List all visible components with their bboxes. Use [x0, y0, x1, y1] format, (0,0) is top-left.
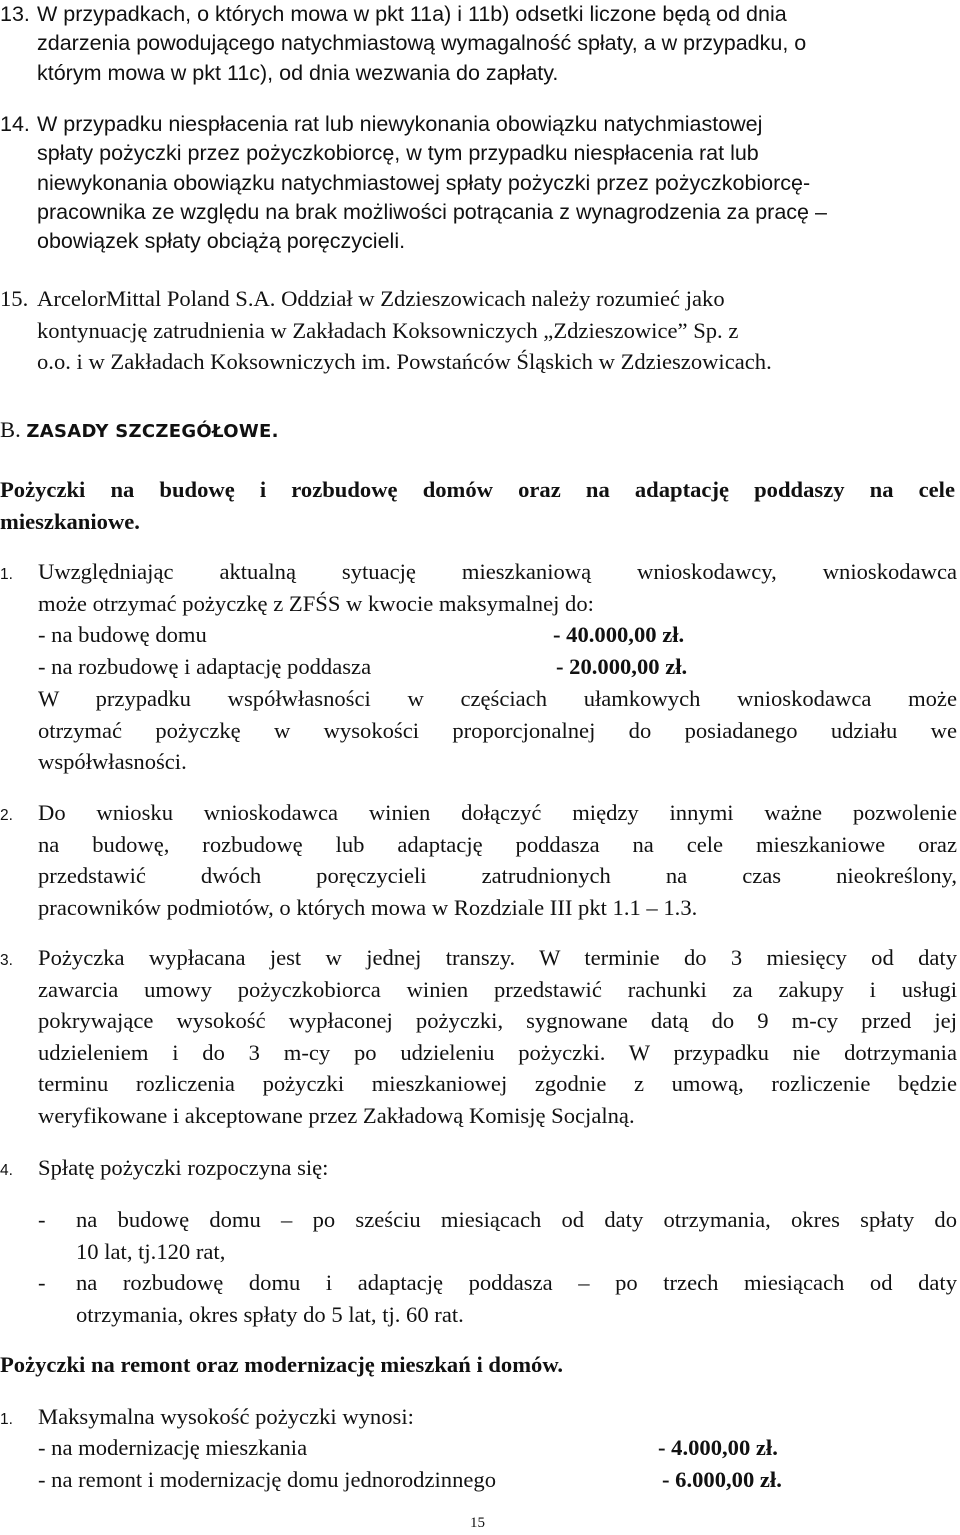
amount-value: - 4.000,00 zł.: [658, 1435, 778, 1460]
item-14-line: obowiązek spłaty obciążą poręczycieli.: [37, 229, 406, 254]
build-point-3-line: terminu rozliczenia pożyczki mieszkaniowej zgodnie z umową, rozliczenie będzie: [38, 1071, 957, 1096]
build-point-1-number: 1.: [0, 566, 13, 583]
repair-amounts: [38, 1432, 938, 1496]
item-13-line: którym mowa w pkt 11c), od dnia wezwania do zapłaty.: [37, 60, 559, 85]
build-point-4-intro: Spłatę pożyczki rozpoczyna się:: [38, 1155, 329, 1180]
build-point-2-number: 2.: [0, 807, 13, 824]
heading-renovation-loans: [0, 1349, 900, 1381]
item-13: [0, 0, 940, 88]
build-point-1-coownership: [38, 683, 957, 778]
build-point-3: [0, 942, 957, 1131]
item-13-number: 13.: [0, 2, 30, 26]
build-point-3-line: weryfikowane i akceptowane przez Zakładową Komisję Socjalną.: [38, 1102, 635, 1128]
build-point-4-number: 4.: [0, 1162, 13, 1179]
item-14-line: W przypadku niespłacenia rat lub niewykonania obowiązku natychmiastowej: [37, 112, 763, 136]
amount-value: - 20.000,00 zł.: [556, 654, 688, 679]
build-point-2-line: przedstawić dwóch poręczycieli zatrudnionych na czas nieokreślony,: [38, 863, 957, 888]
bullet-dash: -: [38, 1207, 46, 1232]
bullet-line: 10 lat, tj.120 rat,: [76, 1238, 226, 1264]
repair-point-1-number: 1.: [0, 1411, 13, 1428]
item-14-line: pracownika ze względu na brak możliwości potrącania z wynagrodzenia za pracę –: [37, 199, 827, 224]
build-point-3-line: Pożyczka wypłacana jest w jednej transzy. W terminie do 3 miesięcy od daty: [38, 945, 957, 970]
build-point-1-after-line: współwłasności.: [38, 749, 187, 774]
item-13-line: W przypadkach, o których mowa w pkt 11a) i 11b) odsetki liczone będą od dnia: [37, 2, 787, 26]
amount-label: - na rozbudowę i adaptację poddasza: [38, 654, 372, 679]
repair-point-1-intro: Maksymalna wysokość pożyczki wynosi:: [38, 1404, 414, 1429]
item-15: [0, 283, 950, 378]
bullet-line: na rozbudowę domu i adaptację poddasza – po trzech miesiącach od daty: [76, 1270, 957, 1295]
build-amounts: [38, 619, 938, 683]
build-point-3-line: udzieleniem i do 3 m-cy po udzieleniu pożyczki. W przypadku nie dotrzymania: [38, 1039, 957, 1065]
amount-label: - na modernizację mieszkania: [38, 1435, 308, 1460]
section-b-prefix: B.: [0, 417, 21, 442]
build-point-2-line: Do wniosku wnioskodawca winien dołączyć między innymi ważne pozwolenie: [38, 800, 957, 825]
bullet-line: otrzymania, okres spłaty do 5 lat, tj. 60 rat.: [76, 1301, 464, 1327]
heading-building-loans: [0, 474, 955, 537]
bullet-line: na budowę domu – po sześciu miesiącach od daty otrzymania, okres spłaty do: [76, 1207, 957, 1232]
build-point-3-number: 3.: [0, 952, 13, 969]
amount-label: - na budowę domu: [38, 622, 207, 647]
heading-renovation-loans-text: Pożyczki na remont oraz modernizację mieszkań i domów.: [0, 1352, 564, 1377]
heading-building-loans-line: mieszkaniowe.: [0, 508, 140, 534]
item-14-number: 14.: [0, 112, 30, 136]
item-15-line: ArcelorMittal Poland S.A. Oddział w Zdzieszowicach należy rozumieć jako: [37, 286, 725, 311]
item-14: [0, 110, 950, 256]
build-point-1-line: Uwzględniając aktualną sytuację mieszkaniową wnioskodawcy, wnioskodawca: [38, 559, 957, 584]
build-point-2-line: na budowę, rozbudowę lub adaptację poddasza na cele mieszkaniowe oraz: [38, 831, 957, 857]
page-number: 15: [470, 1515, 485, 1531]
item-15-number: 15.: [0, 286, 29, 311]
build-point-1: [0, 556, 957, 619]
repair-point-1: [0, 1401, 957, 1436]
item-14-line: niewykonania obowiązku natychmiastowej spłaty pożyczki przez pożyczkobiorcę-: [37, 170, 811, 195]
amount-value: - 40.000,00 zł.: [553, 622, 685, 647]
item-14-line: spłaty pożyczki przez pożyczkobiorcę, w tym przypadku niespłacenia rat lub: [37, 141, 759, 166]
item-15-line: o.o. i w Zakładach Koksowniczych im. Powstańców Śląskich w Zdzieszowicach.: [37, 349, 772, 374]
bullet-dash: -: [38, 1270, 46, 1295]
item-15-line: kontynuację zatrudnienia w Zakładach Koksowniczych „Zdzieszowice” Sp. z: [37, 317, 739, 343]
build-point-4: [0, 1152, 957, 1187]
build-point-1-line: może otrzymać pożyczkę z ZFŚS w kwocie maksymalnej do:: [38, 590, 594, 616]
section-b-heading: [0, 415, 600, 447]
build-point-1-after-line: otrzymać pożyczkę w wysokości proporcjonalnej do posiadanego udziału we: [38, 717, 957, 743]
build-point-2: [0, 797, 957, 923]
build-point-3-line: pokrywające wysokość wypłaconej pożyczki, sygnowane datą do 9 m-cy przed jej: [38, 1008, 957, 1033]
amount-value: - 6.000,00 zł.: [662, 1467, 782, 1492]
heading-building-loans-line: Pożyczki na budowę i rozbudowę domów oraz na adaptację poddaszy na cele: [0, 477, 955, 502]
section-b-title: ZASADY SZCZEGÓŁOWE.: [26, 421, 279, 442]
repayment-bullet: [38, 1267, 957, 1330]
build-point-3-line: zawarcia umowy pożyczkobiorca winien przedstawić rachunki za zakupy i usługi: [38, 976, 957, 1002]
amount-label: - na remont i modernizację domu jednorodzinnego: [38, 1467, 496, 1492]
item-13-line: zdarzenia powodującego natychmiastową wymagalność spłaty, a w przypadku, o: [37, 31, 807, 56]
build-point-2-line: pracowników podmiotów, o których mowa w Rozdziale III pkt 1.1 – 1.3.: [38, 894, 698, 920]
build-point-1-after-line: W przypadku współwłasności w częściach ułamkowych wnioskodawca może: [38, 686, 957, 711]
repayment-bullet: [38, 1204, 957, 1267]
